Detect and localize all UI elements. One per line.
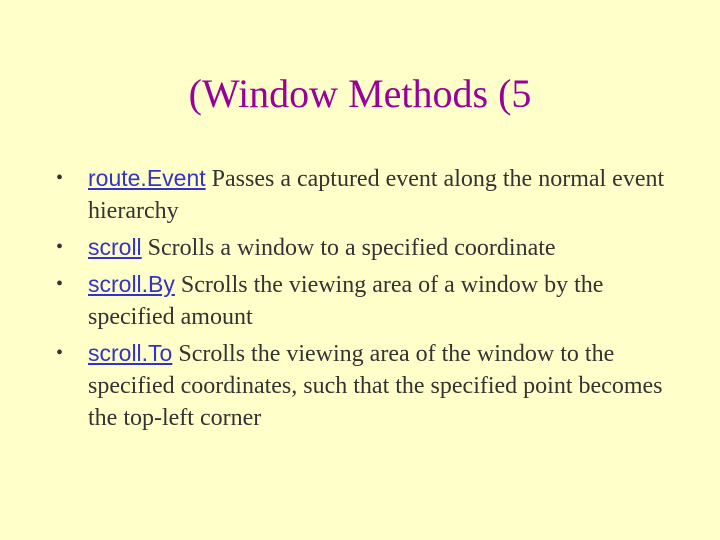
list-item-scroll-to xyxy=(56,337,696,434)
scroll-link[interactable]: scroll xyxy=(88,234,142,260)
bullet-icon: • xyxy=(56,167,64,189)
scroll-to-link[interactable]: scroll.To xyxy=(88,340,173,366)
scroll-by-description: Scrolls the viewing area of a window by the specified amount xyxy=(88,272,604,330)
bullet-icon: • xyxy=(56,273,64,295)
list-item-scroll xyxy=(56,231,696,264)
bullet-list xyxy=(56,162,696,438)
scroll-by-link[interactable]: scroll.By xyxy=(88,271,175,297)
list-item-route-event xyxy=(56,162,696,227)
route-event-link[interactable]: route.Event xyxy=(88,165,206,191)
route-event-description: Passes a captured event along the normal event hierarchy xyxy=(88,166,665,224)
bullet-icon: • xyxy=(56,236,64,258)
bullet-icon: • xyxy=(56,342,64,364)
scroll-description: Scrolls a window to a specified coordinate xyxy=(141,235,556,261)
scroll-to-description: Scrolls the viewing area of the window to the specified coordinates, such that the specified point becomes the top-left corner xyxy=(88,341,663,431)
list-item-scroll-by xyxy=(56,268,696,333)
slide-title: (Window Methods (5 xyxy=(188,71,532,116)
